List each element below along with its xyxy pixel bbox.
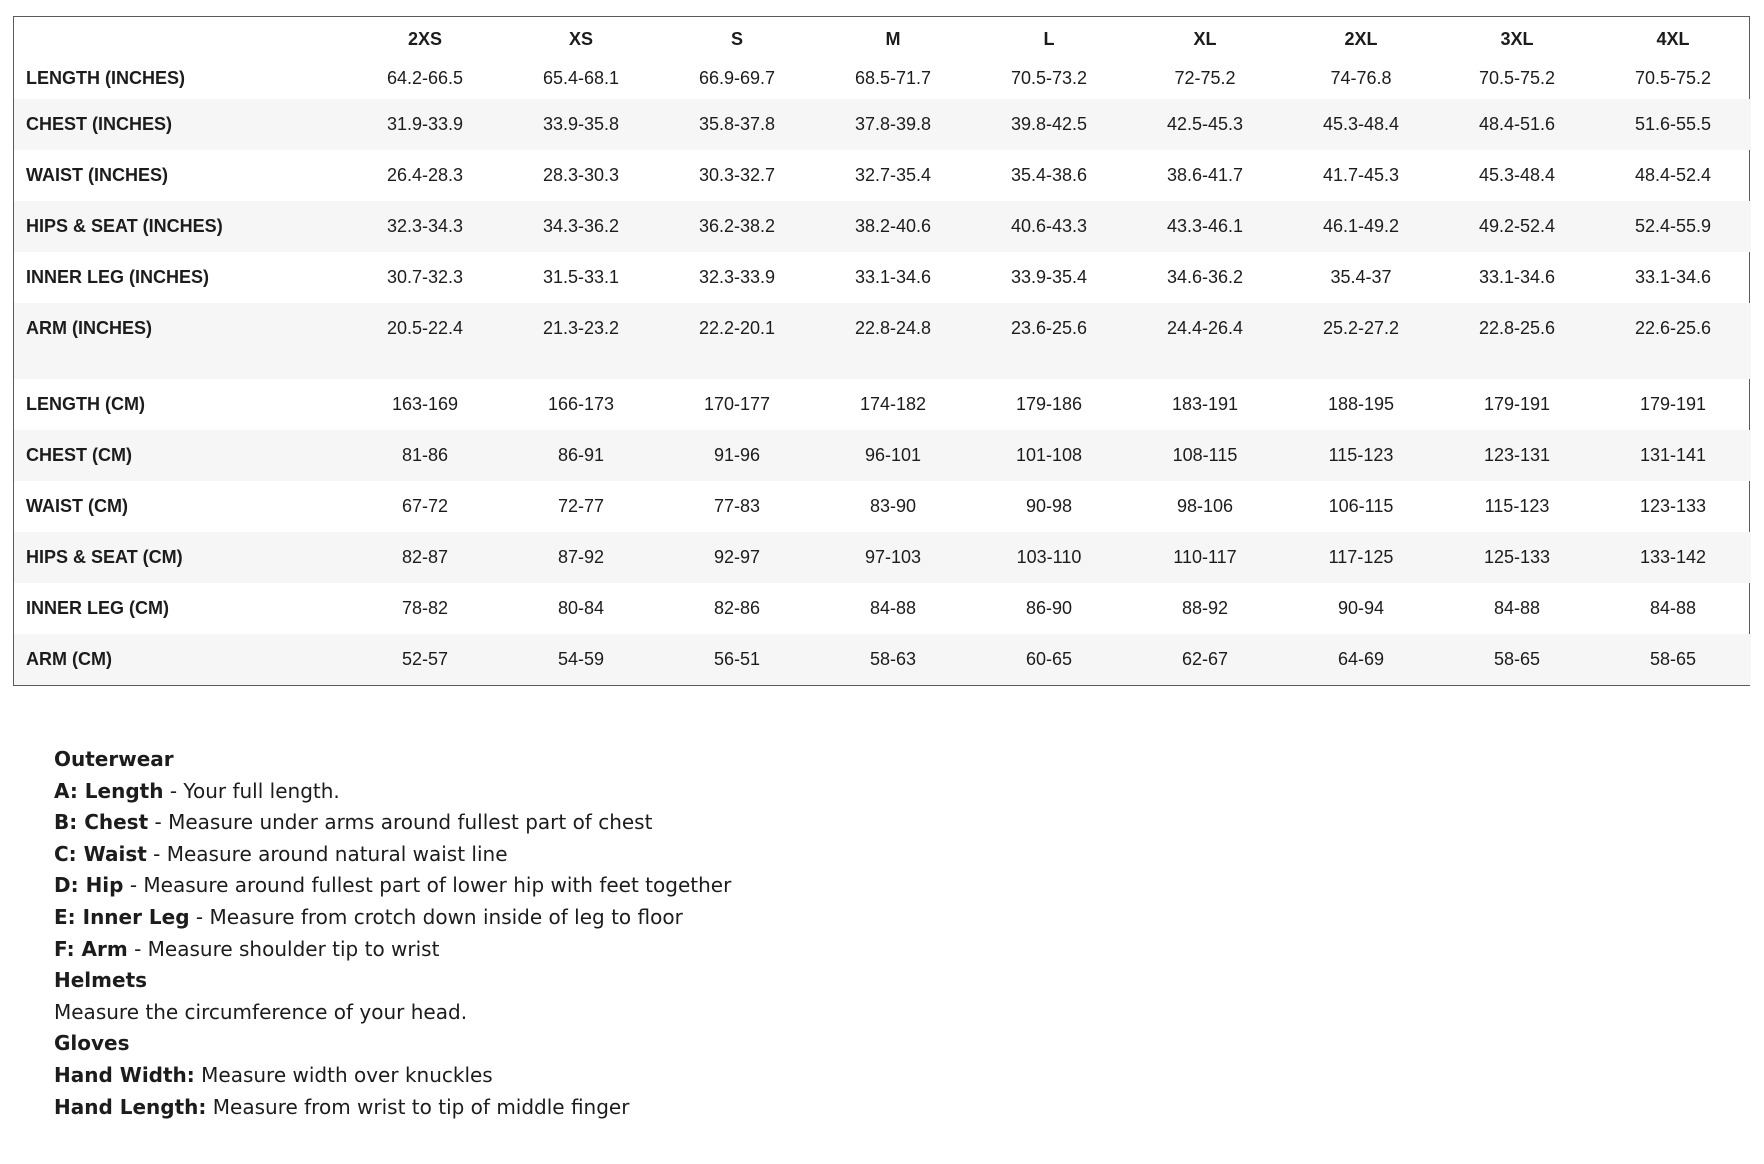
measurement-cell: 82-87 xyxy=(347,532,503,583)
note-text: Measure from wrist to tip of middle finger xyxy=(206,1094,630,1119)
measurement-cell: 33.1-34.6 xyxy=(854,267,932,287)
measurement-cell: 97-103 xyxy=(815,532,971,583)
measurement-cell: 90-98 xyxy=(1025,496,1073,516)
measurement-cell: 45.3-48.4 xyxy=(1478,165,1556,185)
table-row xyxy=(14,532,1751,583)
measurement-cell: 30.7-32.3 xyxy=(386,267,464,287)
measurement-cell: 67-72 xyxy=(401,496,449,516)
measurement-cell: 72-75.2 xyxy=(1174,67,1236,88)
measurement-cell: 52.4-55.9 xyxy=(1595,201,1751,252)
measurement-cell: 20.5-22.4 xyxy=(347,303,503,354)
note-line xyxy=(54,839,731,871)
size-header xyxy=(14,17,1751,57)
table-row xyxy=(14,634,1751,685)
measurement-cell: 83-90 xyxy=(869,496,917,516)
measurement-cell: 58-65 xyxy=(1595,634,1751,685)
measurement-cell: 70.5-75.2 xyxy=(1634,67,1712,88)
measurement-cell: 84-88 xyxy=(1649,598,1697,618)
measurement-cell: 70.5-73.2 xyxy=(1010,67,1088,88)
size-header-2xl: 2XL xyxy=(1344,28,1378,49)
note-line xyxy=(54,744,731,776)
measurement-cell: 40.6-43.3 xyxy=(971,201,1127,252)
note-term: B: Chest xyxy=(54,810,149,835)
measurement-cell: 54-59 xyxy=(503,634,659,685)
measurement-cell: 174-182 xyxy=(859,394,927,414)
size-header-l: L xyxy=(1043,28,1055,49)
size-header-4xl: 4XL xyxy=(1656,28,1690,49)
measurement-cell: 179-191 xyxy=(1639,394,1707,414)
table-row xyxy=(14,99,1751,150)
table-row xyxy=(14,150,1751,201)
measurement-cell: 46.1-49.2 xyxy=(1283,201,1439,252)
note-term: Outerwear xyxy=(54,747,174,771)
size-chart-table xyxy=(14,17,1751,685)
measurement-cell: 32.7-35.4 xyxy=(854,165,932,185)
table-row xyxy=(14,379,1751,430)
note-text: Measure width over knuckles xyxy=(194,1062,493,1087)
row-label: HIPS & SEAT (INCHES) xyxy=(14,201,347,252)
note-text: - Your full length. xyxy=(163,778,340,803)
measurement-cell: 170-177 xyxy=(703,394,771,414)
measurement-cell: 35.4-38.6 xyxy=(1010,165,1088,185)
measurement-cell: 80-84 xyxy=(557,598,605,618)
measurement-cell: 22.8-25.6 xyxy=(1439,303,1595,354)
row-label: WAIST (CM) xyxy=(26,496,128,516)
measurement-cell: 183-191 xyxy=(1171,394,1239,414)
measurement-cell: 84-88 xyxy=(1493,598,1541,618)
measurement-cell: 188-195 xyxy=(1327,394,1395,414)
size-header-xl: XL xyxy=(1193,28,1217,49)
note-line xyxy=(54,1060,731,1092)
measurement-cell: 64.2-66.5 xyxy=(386,67,464,88)
measurement-cell: 30.3-32.7 xyxy=(698,165,776,185)
note-text: - Measure shoulder tip to wrist xyxy=(127,936,440,961)
table-row xyxy=(14,57,1751,99)
measurement-cell: 48.4-51.6 xyxy=(1439,99,1595,150)
measurement-cell: 22.8-24.8 xyxy=(815,303,971,354)
note-text: - Measure from crotch down inside of leg to floor xyxy=(189,904,683,929)
measurement-cell: 22.2-20.1 xyxy=(659,303,815,354)
measurement-cell: 33.1-34.6 xyxy=(1478,267,1556,287)
table-row xyxy=(14,583,1751,634)
measurement-cell: 35.8-37.8 xyxy=(659,99,815,150)
measurement-cell: 103-110 xyxy=(971,532,1127,583)
measurement-cell: 38.6-41.7 xyxy=(1166,165,1244,185)
measurement-cell: 92-97 xyxy=(659,532,815,583)
measurement-cell: 163-169 xyxy=(391,394,459,414)
measurement-cell: 32.3-33.9 xyxy=(698,267,776,287)
measurement-cell: 117-125 xyxy=(1283,532,1439,583)
note-text: - Measure under arms around fullest part of chest xyxy=(148,810,653,835)
measurement-cell: 43.3-46.1 xyxy=(1127,201,1283,252)
measurement-cell: 166-173 xyxy=(547,394,615,414)
measurement-cell: 74-76.8 xyxy=(1330,67,1392,88)
size-header-3xl: 3XL xyxy=(1500,28,1534,49)
size-header-row xyxy=(14,17,1751,57)
measurement-cell: 90-94 xyxy=(1337,598,1385,618)
measurement-cell: 35.4-37 xyxy=(1330,267,1392,287)
row-label: HIPS & SEAT (CM) xyxy=(14,532,347,583)
measurement-cell: 88-92 xyxy=(1181,598,1229,618)
table-row xyxy=(14,252,1751,303)
note-term: F: Arm xyxy=(54,936,128,961)
measurement-cell: 33.9-35.8 xyxy=(503,99,659,150)
note-line xyxy=(54,902,731,934)
note-term: D: Hip xyxy=(54,873,124,898)
note-term: C: Waist xyxy=(54,841,147,866)
measurement-cell: 45.3-48.4 xyxy=(1283,99,1439,150)
measurement-cell: 84-88 xyxy=(869,598,917,618)
measurement-cell: 68.5-71.7 xyxy=(854,67,932,88)
note-term: E: Inner Leg xyxy=(54,904,190,929)
measurement-cell: 31.5-33.1 xyxy=(542,267,620,287)
size-header-m: M xyxy=(885,28,901,49)
measurement-cell: 91-96 xyxy=(659,430,815,481)
note-line xyxy=(54,1092,731,1124)
measurement-cell: 179-191 xyxy=(1483,394,1551,414)
measurement-cell: 25.2-27.2 xyxy=(1283,303,1439,354)
header-label-cell xyxy=(14,17,347,57)
measurement-cell: 72-77 xyxy=(557,496,605,516)
measurement-cell: 133-142 xyxy=(1595,532,1751,583)
note-text: Measure the circumference of your head. xyxy=(54,999,468,1024)
note-term: A: Length xyxy=(54,778,164,803)
note-term: Gloves xyxy=(54,1031,130,1056)
measurement-cell: 123-133 xyxy=(1639,496,1707,516)
measurement-cell: 87-92 xyxy=(503,532,659,583)
note-line xyxy=(54,965,731,997)
table-row xyxy=(14,430,1751,481)
row-label: WAIST (INCHES) xyxy=(26,165,168,185)
measurement-cell: 110-117 xyxy=(1127,532,1283,583)
table-row xyxy=(14,481,1751,532)
measurement-cell: 36.2-38.2 xyxy=(659,201,815,252)
table-row xyxy=(14,303,1751,354)
table-row xyxy=(14,201,1751,252)
measurement-cell: 49.2-52.4 xyxy=(1439,201,1595,252)
measurement-cell: 56-51 xyxy=(659,634,815,685)
measurement-cell: 21.3-23.2 xyxy=(503,303,659,354)
measurement-cell: 58-63 xyxy=(815,634,971,685)
measurement-cell: 51.6-55.5 xyxy=(1595,99,1751,150)
note-line xyxy=(54,1028,731,1060)
note-term: Hand Length: xyxy=(54,1094,207,1119)
row-label: ARM (CM) xyxy=(14,634,347,685)
row-label: CHEST (CM) xyxy=(14,430,347,481)
measurement-cell: 48.4-52.4 xyxy=(1634,165,1712,185)
measurement-cell: 96-101 xyxy=(815,430,971,481)
note-line xyxy=(54,807,731,839)
measurement-cell: 86-91 xyxy=(503,430,659,481)
measurement-cell: 66.9-69.7 xyxy=(698,67,776,88)
row-label: CHEST (INCHES) xyxy=(14,99,347,150)
measurement-cell: 26.4-28.3 xyxy=(386,165,464,185)
note-term: Hand Width: xyxy=(54,1062,195,1087)
measurement-cell: 86-90 xyxy=(1025,598,1073,618)
row-label: INNER LEG (CM) xyxy=(26,598,169,618)
measurement-cell: 70.5-75.2 xyxy=(1478,67,1556,88)
section-divider-cell xyxy=(14,354,1751,379)
measurement-cell: 60-65 xyxy=(971,634,1127,685)
measurement-cell: 34.3-36.2 xyxy=(503,201,659,252)
measurement-cell: 28.3-30.3 xyxy=(542,165,620,185)
measurement-cell: 34.6-36.2 xyxy=(1166,267,1244,287)
measurement-cell: 82-86 xyxy=(713,598,761,618)
size-body xyxy=(14,57,1751,685)
measurement-cell: 101-108 xyxy=(971,430,1127,481)
section-divider xyxy=(14,354,1751,379)
row-label: LENGTH (CM) xyxy=(26,394,145,414)
note-line xyxy=(54,934,731,966)
measurement-cell: 31.9-33.9 xyxy=(347,99,503,150)
measurement-cell: 23.6-25.6 xyxy=(971,303,1127,354)
size-header-xs: XS xyxy=(568,28,593,49)
measurement-cell: 106-115 xyxy=(1328,496,1394,516)
note-line xyxy=(54,997,731,1029)
note-line xyxy=(54,776,731,808)
measurement-cell: 115-123 xyxy=(1484,496,1550,516)
measurement-cell: 33.1-34.6 xyxy=(1634,267,1712,287)
measurement-cell: 78-82 xyxy=(401,598,449,618)
measurement-cell: 62-67 xyxy=(1127,634,1283,685)
measurement-cell: 179-186 xyxy=(1015,394,1083,414)
measurement-cell: 58-65 xyxy=(1439,634,1595,685)
measurement-cell: 37.8-39.8 xyxy=(815,99,971,150)
measurement-cell: 64-69 xyxy=(1283,634,1439,685)
measurement-cell: 98-106 xyxy=(1176,496,1234,516)
note-text: - Measure around natural waist line xyxy=(146,841,508,866)
measurement-cell: 39.8-42.5 xyxy=(971,99,1127,150)
measurement-cell: 22.6-25.6 xyxy=(1595,303,1751,354)
note-term: Helmets xyxy=(54,968,148,993)
note-text: - Measure around fullest part of lower hip with feet together xyxy=(123,873,732,898)
measurement-notes xyxy=(54,744,731,1123)
measurement-cell: 125-133 xyxy=(1439,532,1595,583)
measurement-cell: 123-131 xyxy=(1439,430,1595,481)
measurement-cell: 108-115 xyxy=(1127,430,1283,481)
note-line xyxy=(54,870,731,902)
measurement-cell: 131-141 xyxy=(1595,430,1751,481)
measurement-cell: 32.3-34.3 xyxy=(347,201,503,252)
measurement-cell: 52-57 xyxy=(347,634,503,685)
measurement-cell: 42.5-45.3 xyxy=(1127,99,1283,150)
row-label: INNER LEG (INCHES) xyxy=(26,267,210,287)
measurement-cell: 77-83 xyxy=(713,496,761,516)
measurement-cell: 41.7-45.3 xyxy=(1322,165,1400,185)
measurement-cell: 65.4-68.1 xyxy=(542,67,620,88)
row-label: LENGTH (INCHES) xyxy=(26,67,185,88)
measurement-cell: 38.2-40.6 xyxy=(815,201,971,252)
row-label: ARM (INCHES) xyxy=(14,303,347,354)
size-header-s: S xyxy=(730,28,743,49)
measurement-cell: 24.4-26.4 xyxy=(1127,303,1283,354)
size-chart xyxy=(13,16,1750,686)
measurement-cell: 115-123 xyxy=(1283,430,1439,481)
measurement-cell: 33.9-35.4 xyxy=(1010,267,1088,287)
measurement-cell: 81-86 xyxy=(347,430,503,481)
size-header-2xs: 2XS xyxy=(407,28,443,49)
